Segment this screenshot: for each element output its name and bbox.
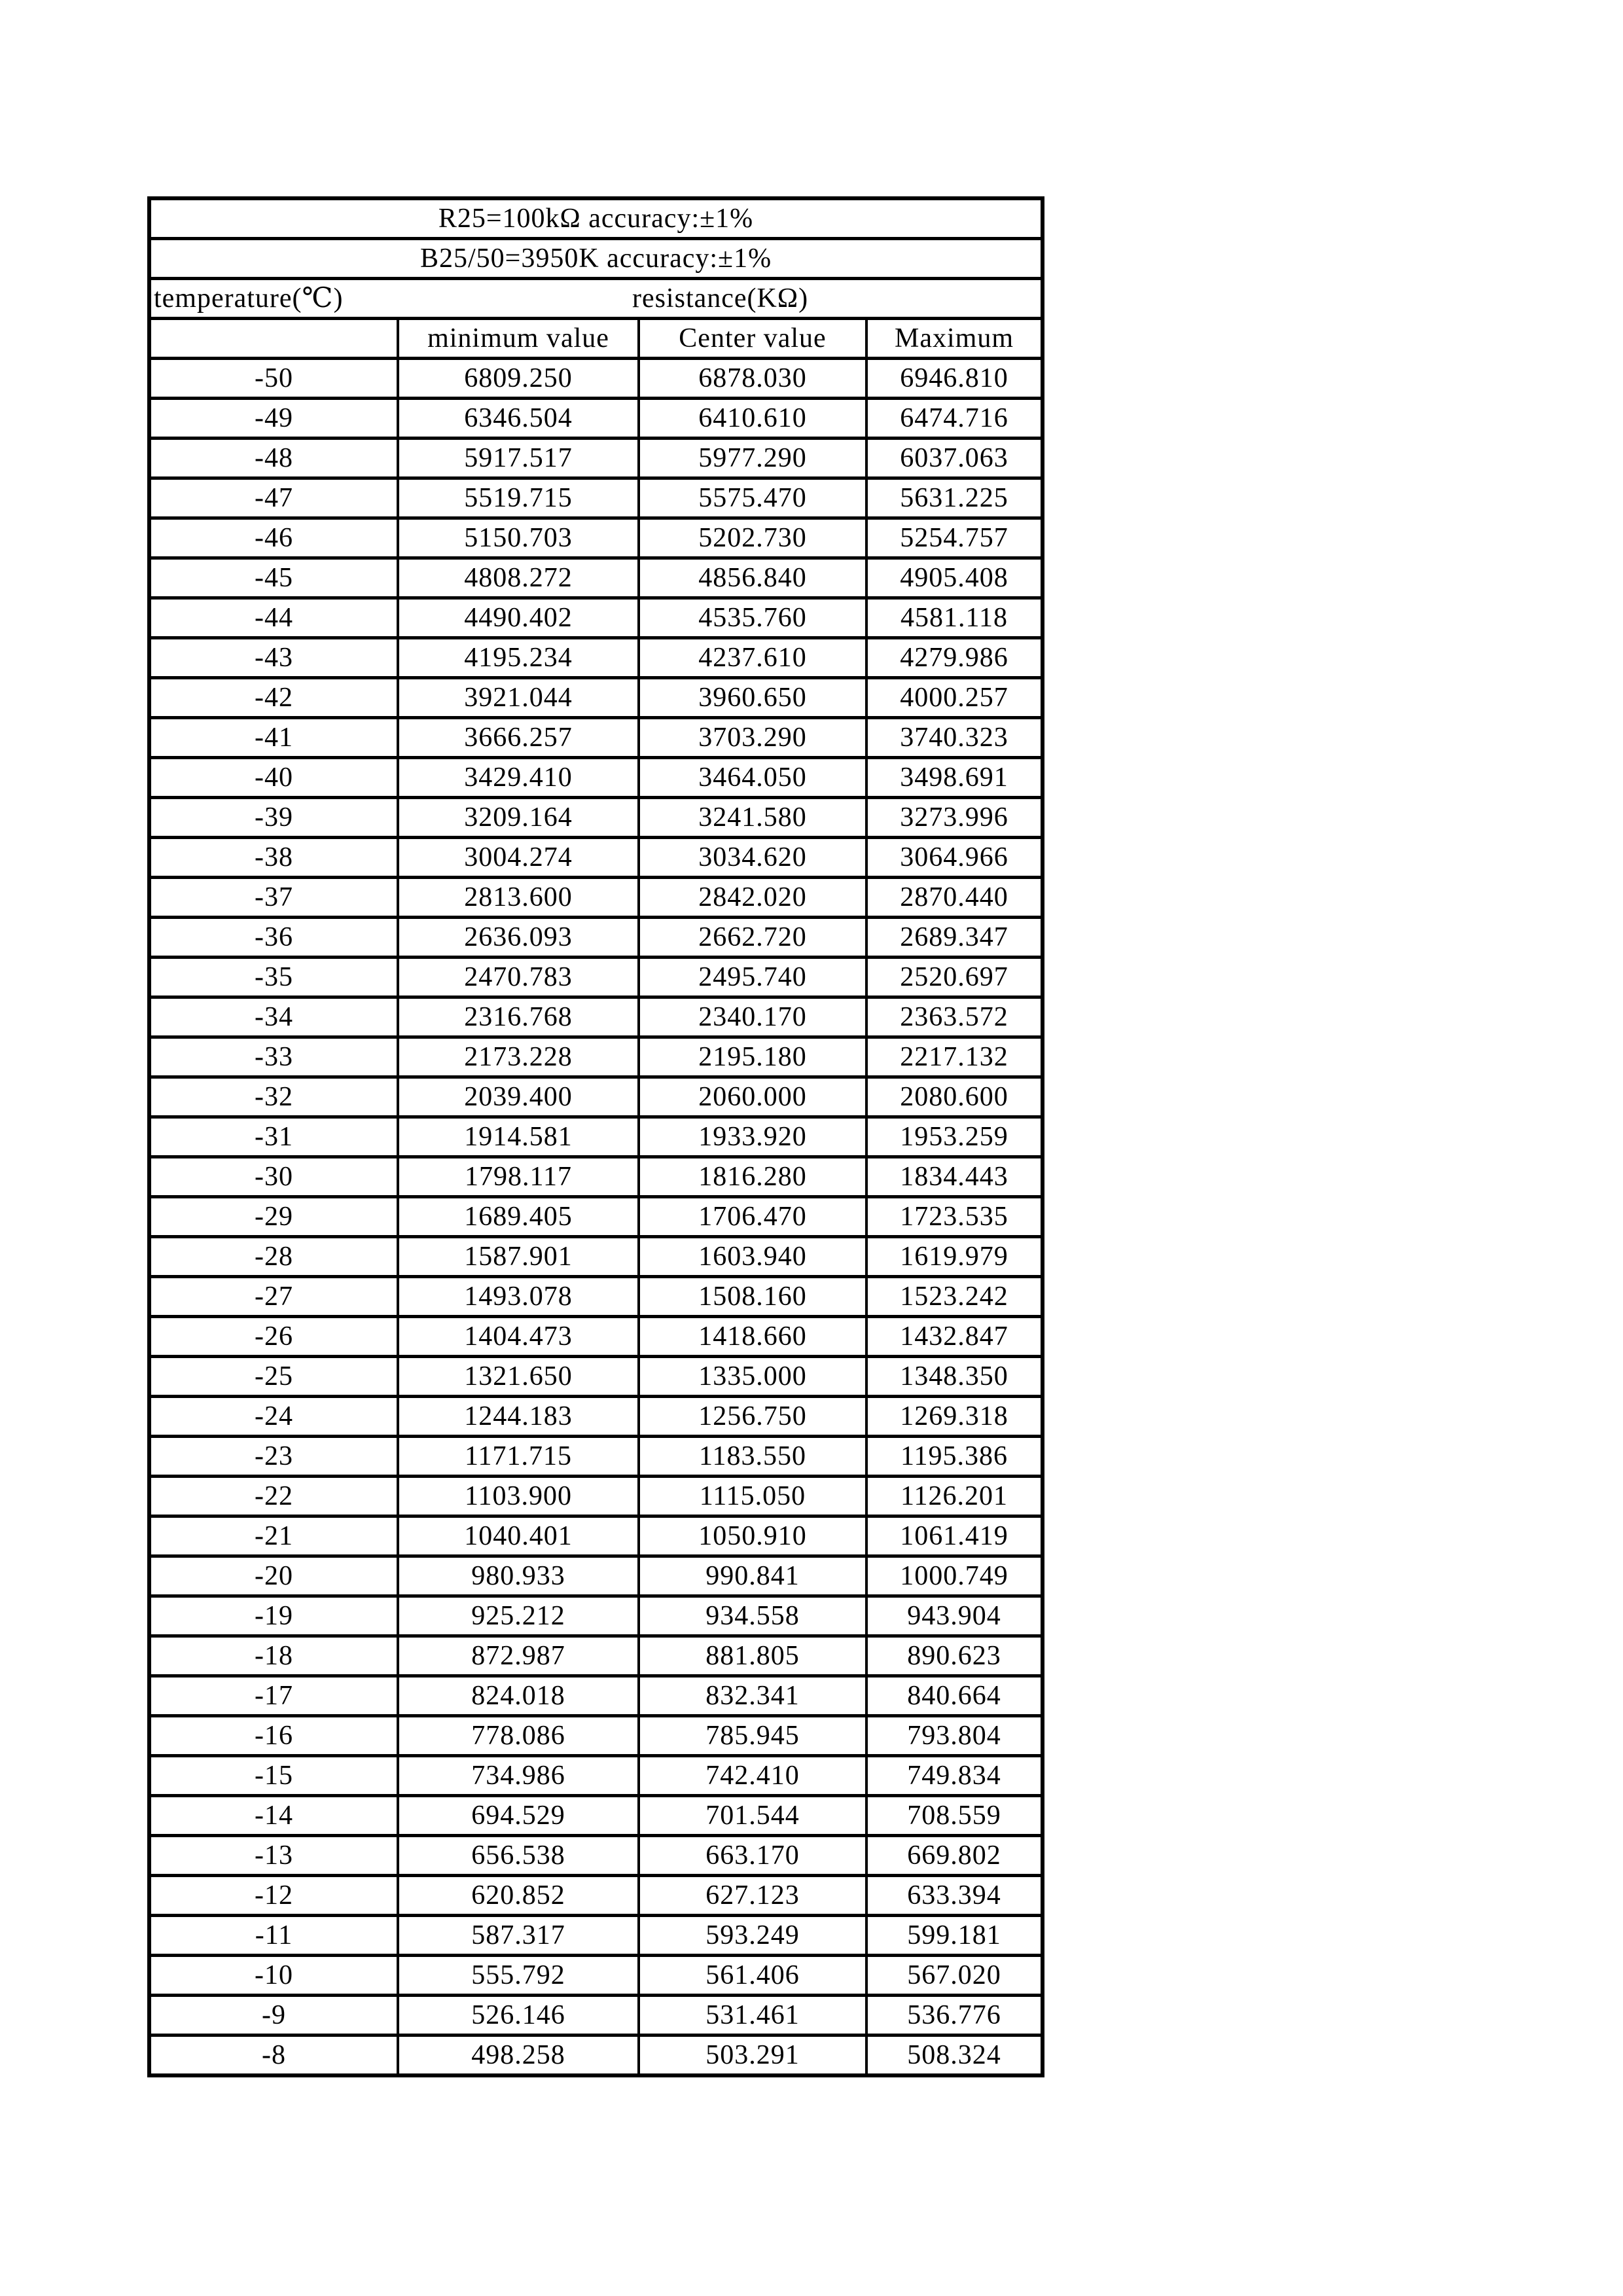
minimum-value-cell: 2316.768 (398, 997, 639, 1037)
temperature-cell: -10 (149, 1956, 398, 1996)
table-row (149, 359, 1043, 399)
temperature-cell: -45 (149, 558, 398, 598)
spec-row-bvalue (149, 239, 1043, 279)
maximum-value-cell: 1619.979 (866, 1237, 1043, 1277)
center-value-cell: 832.341 (639, 1676, 866, 1716)
table-row (149, 1237, 1043, 1277)
table-row (149, 1157, 1043, 1197)
maximum-value-cell: 890.623 (866, 1636, 1043, 1676)
table-row (149, 1796, 1043, 1836)
center-value-cell: 1256.750 (639, 1397, 866, 1437)
temperature-cell: -31 (149, 1117, 398, 1157)
temperature-cell: -9 (149, 1996, 398, 2036)
spec-bvalue-text: B25/50=3950K accuracy:±1% (149, 239, 1043, 279)
temperature-cell: -32 (149, 1077, 398, 1117)
maximum-value-cell: 3740.323 (866, 718, 1043, 758)
maximum-value-cell: 3064.966 (866, 838, 1043, 878)
maximum-value-cell: 4581.118 (866, 598, 1043, 638)
center-value-cell: 3034.620 (639, 838, 866, 878)
table-row (149, 918, 1043, 958)
minimum-value-cell: 656.538 (398, 1836, 639, 1876)
minimum-value-cell: 620.852 (398, 1876, 639, 1916)
maximum-value-cell: 5631.225 (866, 478, 1043, 518)
center-value-cell: 2195.180 (639, 1037, 866, 1077)
center-value-cell: 1603.940 (639, 1237, 866, 1277)
maximum-value-cell: 1953.259 (866, 1117, 1043, 1157)
maximum-value-cell: 2520.697 (866, 958, 1043, 997)
temperature-cell: -23 (149, 1437, 398, 1477)
center-value-cell: 3703.290 (639, 718, 866, 758)
table-row (149, 1317, 1043, 1357)
table-row (149, 1397, 1043, 1437)
maximum-value-cell: 669.802 (866, 1836, 1043, 1876)
table-row (149, 1037, 1043, 1077)
minimum-value-cell: 1914.581 (398, 1117, 639, 1157)
table-row (149, 518, 1043, 558)
table-row (149, 1676, 1043, 1716)
table-row (149, 399, 1043, 439)
table-row (149, 1516, 1043, 1556)
center-value-cell: 663.170 (639, 1836, 866, 1876)
maximum-value-cell: 2870.440 (866, 878, 1043, 918)
table-row (149, 1636, 1043, 1676)
temperature-cell: -34 (149, 997, 398, 1037)
minimum-value-cell: 2470.783 (398, 958, 639, 997)
maximum-value-cell: 1195.386 (866, 1437, 1043, 1477)
table-row (149, 1077, 1043, 1117)
maximum-value-cell: 1061.419 (866, 1516, 1043, 1556)
center-value-cell: 6878.030 (639, 359, 866, 399)
col-header-maximum: Maximum (866, 319, 1043, 359)
table-row (149, 1437, 1043, 1477)
center-value-cell: 934.558 (639, 1596, 866, 1636)
minimum-value-cell: 3921.044 (398, 678, 639, 718)
center-value-cell: 2340.170 (639, 997, 866, 1037)
center-value-cell: 1115.050 (639, 1477, 866, 1516)
table-row (149, 1357, 1043, 1397)
temperature-cell: -25 (149, 1357, 398, 1397)
center-value-cell: 5977.290 (639, 439, 866, 478)
temperature-cell: -50 (149, 359, 398, 399)
temperature-cell: -38 (149, 838, 398, 878)
center-value-cell: 2662.720 (639, 918, 866, 958)
temperature-cell: -21 (149, 1516, 398, 1556)
spec-row-r25 (149, 198, 1043, 239)
temperature-cell: -26 (149, 1317, 398, 1357)
minimum-value-cell: 3004.274 (398, 838, 639, 878)
temperature-cell: -43 (149, 638, 398, 678)
minimum-value-cell: 694.529 (398, 1796, 639, 1836)
center-value-cell: 531.461 (639, 1996, 866, 2036)
table-row (149, 1556, 1043, 1596)
temperature-cell: -12 (149, 1876, 398, 1916)
maximum-value-cell: 1000.749 (866, 1556, 1043, 1596)
maximum-value-cell: 1269.318 (866, 1397, 1043, 1437)
maximum-value-cell: 1126.201 (866, 1477, 1043, 1516)
minimum-value-cell: 555.792 (398, 1956, 639, 1996)
center-value-cell: 1706.470 (639, 1197, 866, 1237)
table-row (149, 838, 1043, 878)
table-row (149, 1876, 1043, 1916)
center-value-cell: 1933.920 (639, 1117, 866, 1157)
minimum-value-cell: 1404.473 (398, 1317, 639, 1357)
minimum-value-cell: 1103.900 (398, 1477, 639, 1516)
maximum-value-cell: 6037.063 (866, 439, 1043, 478)
temperature-cell: -13 (149, 1836, 398, 1876)
temperature-cell: -11 (149, 1916, 398, 1956)
minimum-value-cell: 1587.901 (398, 1237, 639, 1277)
maximum-value-cell: 567.020 (866, 1956, 1043, 1996)
temperature-cell: -40 (149, 758, 398, 798)
center-value-cell: 5202.730 (639, 518, 866, 558)
minimum-value-cell: 2636.093 (398, 918, 639, 958)
center-value-cell: 6410.610 (639, 399, 866, 439)
spec-r25-text: R25=100kΩ accuracy:±1% (149, 198, 1043, 239)
table-row (149, 1117, 1043, 1157)
temperature-cell: -49 (149, 399, 398, 439)
center-value-cell: 4856.840 (639, 558, 866, 598)
maximum-value-cell: 708.559 (866, 1796, 1043, 1836)
temperature-cell: -22 (149, 1477, 398, 1516)
table-row (149, 1277, 1043, 1317)
minimum-value-cell: 1798.117 (398, 1157, 639, 1197)
table-row (149, 558, 1043, 598)
minimum-value-cell: 4808.272 (398, 558, 639, 598)
table-row (149, 1596, 1043, 1636)
temperature-cell: -42 (149, 678, 398, 718)
maximum-value-cell: 4000.257 (866, 678, 1043, 718)
maximum-value-cell: 2080.600 (866, 1077, 1043, 1117)
minimum-value-cell: 5519.715 (398, 478, 639, 518)
maximum-value-cell: 3273.996 (866, 798, 1043, 838)
table-row (149, 1756, 1043, 1796)
center-value-cell: 3241.580 (639, 798, 866, 838)
maximum-value-cell: 599.181 (866, 1916, 1043, 1956)
minimum-value-cell: 6809.250 (398, 359, 639, 399)
center-value-cell: 990.841 (639, 1556, 866, 1596)
center-value-cell: 1508.160 (639, 1277, 866, 1317)
center-value-cell: 701.544 (639, 1796, 866, 1836)
maximum-value-cell: 6946.810 (866, 359, 1043, 399)
table-row (149, 598, 1043, 638)
temperature-cell: -8 (149, 2036, 398, 2076)
center-value-cell: 503.291 (639, 2036, 866, 2076)
center-value-cell: 1183.550 (639, 1437, 866, 1477)
table-body (149, 359, 1043, 2076)
temperature-cell: -24 (149, 1397, 398, 1437)
maximum-value-cell: 3498.691 (866, 758, 1043, 798)
maximum-value-cell: 1348.350 (866, 1357, 1043, 1397)
minimum-value-cell: 4195.234 (398, 638, 639, 678)
minimum-value-cell: 5917.517 (398, 439, 639, 478)
temperature-cell: -37 (149, 878, 398, 918)
temperature-cell: -19 (149, 1596, 398, 1636)
temperature-cell: -16 (149, 1716, 398, 1756)
col-header-minimum: minimum value (398, 319, 639, 359)
temperature-cell: -44 (149, 598, 398, 638)
maximum-value-cell: 2217.132 (866, 1037, 1043, 1077)
center-value-cell: 2495.740 (639, 958, 866, 997)
table-row (149, 1836, 1043, 1876)
minimum-value-cell: 925.212 (398, 1596, 639, 1636)
table-row (149, 958, 1043, 997)
maximum-value-cell: 1523.242 (866, 1277, 1043, 1317)
minimum-value-cell: 1171.715 (398, 1437, 639, 1477)
maximum-value-cell: 1723.535 (866, 1197, 1043, 1237)
maximum-value-cell: 749.834 (866, 1756, 1043, 1796)
maximum-value-cell: 943.904 (866, 1596, 1043, 1636)
temperature-cell: -35 (149, 958, 398, 997)
group-header-cell (149, 279, 1043, 319)
table-row (149, 997, 1043, 1037)
center-value-cell: 3960.650 (639, 678, 866, 718)
maximum-value-cell: 633.394 (866, 1876, 1043, 1916)
table-row (149, 798, 1043, 838)
group-header-row (149, 279, 1043, 319)
center-value-cell: 1335.000 (639, 1357, 866, 1397)
center-value-cell: 4237.610 (639, 638, 866, 678)
minimum-value-cell: 526.146 (398, 1996, 639, 2036)
minimum-value-cell: 587.317 (398, 1916, 639, 1956)
table-row (149, 678, 1043, 718)
minimum-value-cell: 4490.402 (398, 598, 639, 638)
maximum-value-cell: 2363.572 (866, 997, 1043, 1037)
minimum-value-cell: 1244.183 (398, 1397, 639, 1437)
center-value-cell: 881.805 (639, 1636, 866, 1676)
table-row (149, 878, 1043, 918)
minimum-value-cell: 2813.600 (398, 878, 639, 918)
minimum-value-cell: 5150.703 (398, 518, 639, 558)
temperature-cell: -33 (149, 1037, 398, 1077)
table-row (149, 758, 1043, 798)
center-value-cell: 561.406 (639, 1956, 866, 1996)
minimum-value-cell: 6346.504 (398, 399, 639, 439)
minimum-value-cell: 3666.257 (398, 718, 639, 758)
maximum-value-cell: 536.776 (866, 1996, 1043, 2036)
center-value-cell: 4535.760 (639, 598, 866, 638)
table-row (149, 638, 1043, 678)
center-value-cell: 2060.000 (639, 1077, 866, 1117)
center-value-cell: 785.945 (639, 1716, 866, 1756)
minimum-value-cell: 824.018 (398, 1676, 639, 1716)
maximum-value-cell: 508.324 (866, 2036, 1043, 2076)
thermistor-resistance-table (147, 196, 1044, 2077)
table-row (149, 478, 1043, 518)
maximum-value-cell: 4279.986 (866, 638, 1043, 678)
resistance-group-header: resistance(KΩ) (632, 283, 809, 314)
minimum-value-cell: 1493.078 (398, 1277, 639, 1317)
minimum-value-cell: 980.933 (398, 1556, 639, 1596)
minimum-value-cell: 2039.400 (398, 1077, 639, 1117)
col-header-center: Center value (639, 319, 866, 359)
table-row (149, 718, 1043, 758)
center-value-cell: 1816.280 (639, 1157, 866, 1197)
table-row (149, 1916, 1043, 1956)
temperature-cell: -47 (149, 478, 398, 518)
temperature-column-header: temperature(℃) (154, 283, 344, 314)
maximum-value-cell: 793.804 (866, 1716, 1043, 1756)
minimum-value-cell: 734.986 (398, 1756, 639, 1796)
center-value-cell: 742.410 (639, 1756, 866, 1796)
center-value-cell: 2842.020 (639, 878, 866, 918)
temperature-cell: -28 (149, 1237, 398, 1277)
minimum-value-cell: 872.987 (398, 1636, 639, 1676)
maximum-value-cell: 2689.347 (866, 918, 1043, 958)
minimum-value-cell: 2173.228 (398, 1037, 639, 1077)
temperature-cell: -39 (149, 798, 398, 838)
table-row (149, 1197, 1043, 1237)
temperature-cell: -41 (149, 718, 398, 758)
center-value-cell: 5575.470 (639, 478, 866, 518)
temperature-cell: -18 (149, 1636, 398, 1676)
center-value-cell: 593.249 (639, 1916, 866, 1956)
temperature-cell: -48 (149, 439, 398, 478)
center-value-cell: 1418.660 (639, 1317, 866, 1357)
minimum-value-cell: 1321.650 (398, 1357, 639, 1397)
center-value-cell: 627.123 (639, 1876, 866, 1916)
minimum-value-cell: 498.258 (398, 2036, 639, 2076)
maximum-value-cell: 5254.757 (866, 518, 1043, 558)
column-header-row (149, 319, 1043, 359)
maximum-value-cell: 1834.443 (866, 1157, 1043, 1197)
minimum-value-cell: 3209.164 (398, 798, 639, 838)
temperature-cell: -14 (149, 1796, 398, 1836)
group-header-wrap (151, 283, 1041, 314)
minimum-value-cell: 3429.410 (398, 758, 639, 798)
temperature-cell: -17 (149, 1676, 398, 1716)
temperature-cell: -15 (149, 1756, 398, 1796)
temperature-cell: -36 (149, 918, 398, 958)
temperature-cell: -20 (149, 1556, 398, 1596)
empty-header-cell (149, 319, 398, 359)
table-row (149, 2036, 1043, 2076)
minimum-value-cell: 1689.405 (398, 1197, 639, 1237)
center-value-cell: 3464.050 (639, 758, 866, 798)
temperature-cell: -29 (149, 1197, 398, 1237)
maximum-value-cell: 6474.716 (866, 399, 1043, 439)
maximum-value-cell: 1432.847 (866, 1317, 1043, 1357)
table-row (149, 439, 1043, 478)
table-row (149, 1716, 1043, 1756)
table-row (149, 1956, 1043, 1996)
maximum-value-cell: 4905.408 (866, 558, 1043, 598)
maximum-value-cell: 840.664 (866, 1676, 1043, 1716)
minimum-value-cell: 1040.401 (398, 1516, 639, 1556)
temperature-cell: -46 (149, 518, 398, 558)
minimum-value-cell: 778.086 (398, 1716, 639, 1756)
center-value-cell: 1050.910 (639, 1516, 866, 1556)
table-row (149, 1477, 1043, 1516)
temperature-cell: -27 (149, 1277, 398, 1317)
table-row (149, 1996, 1043, 2036)
temperature-cell: -30 (149, 1157, 398, 1197)
